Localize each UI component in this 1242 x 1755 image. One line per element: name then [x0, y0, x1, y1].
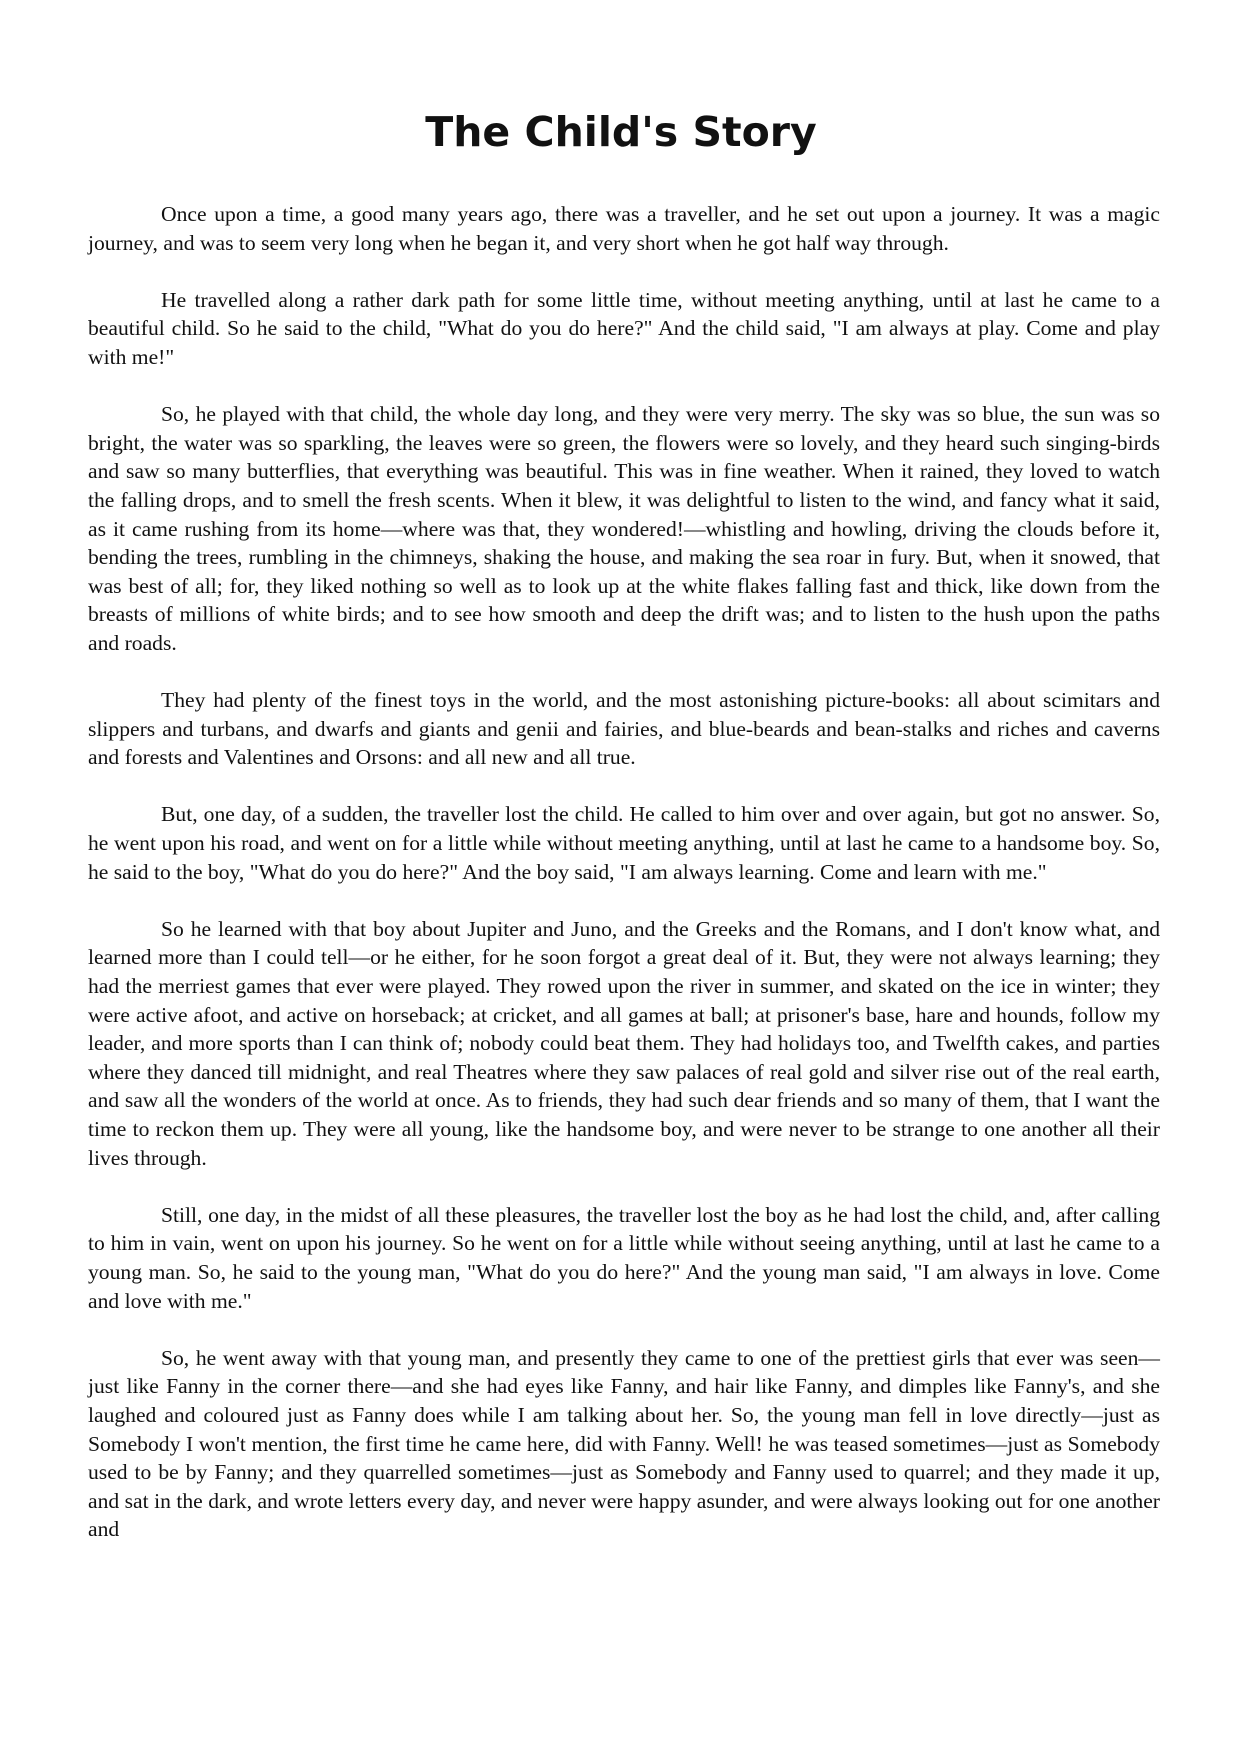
paragraph-3: So, he played with that child, the whole day long, and they were very merry. The sky was so blue, the sun was so bright, the water was so sparkling, the leaves were so green, the flowers were so lovely, and they heard such singing-birds and saw so many butterflies, that everything was beautiful. This was in fine weather. When it rained, they loved to watch the falling drops, and to smell the fresh scents. When it blew, it was delightful to listen to the wind, and fancy what it said, as it came rushing from its home—where was that, they wondered!—whistling and howling, driving the clouds before it, bending the trees, rumbling in the chimneys, shaking the house, and making the sea roar in fury. But, when it snowed, that was best of all; for, they liked nothing so well as to look up at the white flakes falling fast and thick, like down from the breasts of millions of white birds; and to see how smooth and deep the drift was; and to listen to the hush upon the paths and roads. — [88, 402, 1160, 655]
body-text — [88, 200, 1160, 1573]
paragraph-5: But, one day, of a sudden, the traveller lost the child. He called to him over and over again, but got no answer. So, he went upon his road, and went on for a little while without meeting anything, until at last he came to a handsome boy. So, he said to the boy, "What do you do here?" And the boy said, "I am always learning. Come and learn with me." — [88, 802, 1160, 884]
paragraph-7: Still, one day, in the midst of all these pleasures, the traveller lost the boy as he had lost the child, and, after calling to him in vain, went on upon his journey. So he went on for a little while without seeing anything, until at last he came to a young man. So, he said to the young man, "What do you do here?" And the young man said, "I am always in love. Come and love with me." — [88, 1202, 1160, 1313]
paragraph-4: They had plenty of the finest toys in the world, and the most astonishing picture-books: all about scimitars and slippers and turbans, and dwarfs and giants and genii and fairies, and blue-beards and bean-stalks and riches and caverns and forests and Valentines and Orsons: and all new and all true. — [88, 688, 1160, 770]
page-title: The Child's Story — [425, 108, 817, 156]
paragraph-1: Once upon a time, a good many years ago, there was a traveller, and he set out upon a journey. It was a magic journey, and was to seem very long when he began it, and very short when he got half way through. — [88, 202, 1160, 255]
paragraph-6: So he learned with that boy about Jupiter and Juno, and the Greeks and the Romans, and I don't know what, and learned more than I could tell—or he either, for he soon forgot a great deal of it. But, they were not always learning; they had the merriest games that ever were played. They rowed upon the river in summer, and skated on the ice in winter; they were active afoot, and active on horseback; at cricket, and all games at ball; at prisoner's base, hare and hounds, follow my leader, and more sports than I can think of; nobody could beat them. They had holidays too, and Twelfth cakes, and parties where they danced till midnight, and real Theatres where they saw palaces of real gold and silver rise out of the real earth, and saw all the wonders of the world at once. As to friends, they had such dear friends and so many of them, that I want the time to reckon them up. They were all young, like the handsome boy, and were never to be strange to one another all their lives through. — [88, 916, 1160, 1170]
paragraph-8: So, he went away with that young man, and presently they came to one of the prettiest girls that ever was seen—just like Fanny in the corner there—and she had eyes like Fanny, and hair like Fanny, and dimples like Fanny's, and she laughed and coloured just as Fanny does while I am talking about her. So, the young man fell in love directly—just as Somebody I won't mention, the first time he came here, did with Fanny. Well! he was teased sometimes—just as Somebody used to be by Fanny; and they quarrelled sometimes—just as Somebody and Fanny used to quarrel; and they made it up, and sat in the dark, and wrote letters every day, and never were happy asunder, and were always looking out for one another and — [88, 1345, 1160, 1542]
paragraph-2: He travelled along a rather dark path for some little time, without meeting anything, until at last he came to a beautiful child. So he said to the child, "What do you do here?" And the child said, "I am always at play. Come and play with me!" — [88, 287, 1160, 369]
